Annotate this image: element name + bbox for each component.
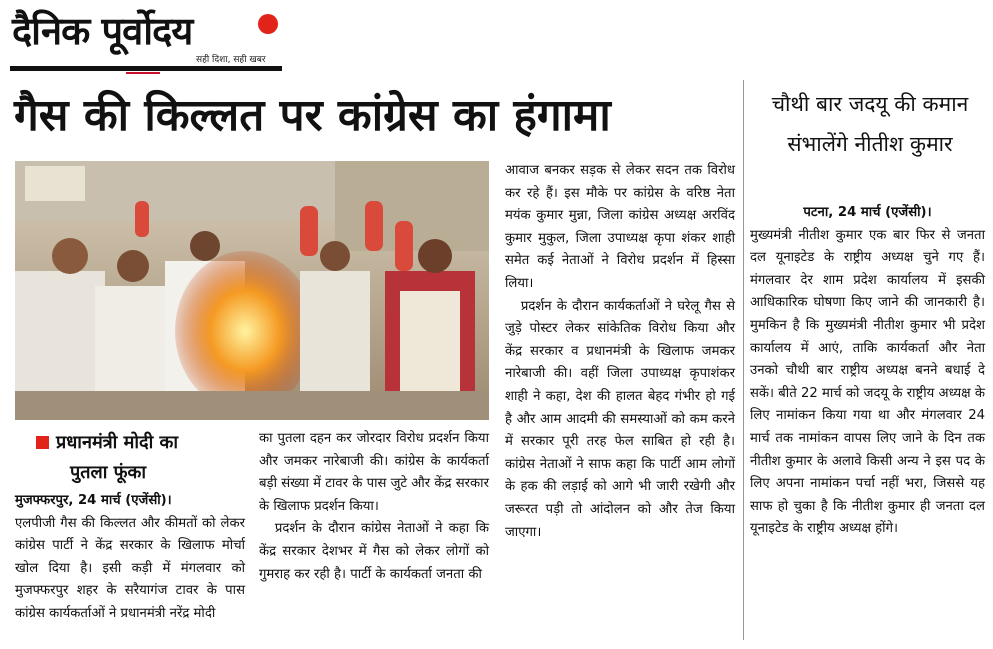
column-2 bbox=[259, 428, 489, 586]
column-3 bbox=[505, 160, 735, 544]
column-4 bbox=[750, 202, 985, 541]
sub-story-col2-para2: प्रदर्शन के दौरान कांग्रेस नेताओं ने कहा कि केंद्र सरकार देशभर में गैस को लेकर लोगों को गुमराह कर रही है। पार्टी के कार्यकर्ता जनता की bbox=[259, 521, 489, 582]
main-story-col3-para1: आवाज बनकर सड़क से लेकर सदन तक विरोध कर रहे हैं। इस मौके पर कांग्रेस के वरिष्ठ नेता मयंक कुमार मुन्ना, जिला कांग्रेस अध्यक्ष अरविंद कुमार मुकुल, जिला उपाध्यक्ष कृपा शंकर शाही समेत कई नेताओं ने विरोध प्रदर्शन में हिस्सा लिया। bbox=[505, 163, 735, 291]
side-story-body: मुख्यमंत्री नीतीश कुमार एक बार फिर से जनता दल यूनाइटेड के राष्ट्रीय अध्यक्ष चुने गए हैं। मंगलवार देर शाम प्रदेश कार्यालय में इसकी आधिकारिक घोषणा किए जाने की जानकारी है। मुमकिन है कि मुख्यमंत्री नीतीश कुमार भी प्रदेश कार्यालय में आएं, ताकि कार्यकर्ता और नेता उनको चौथी बार राष्ट्रीय अध्यक्ष बनने बधाई दे सकें। बीते 22 मार्च को जदयू के राष्ट्रीय अध्यक्ष के लिए नामांकन किया गया था और मंगलवार 24 मार्च तक नामांकन वापस लिए जाने के दिन तक नीतीश कुमार के अलावे किसी अन्य ने इस पद के लिए अपना नामांकन पर्चा नहीं भरा, जिससे यह साफ हो चुका है कि नीतीश कुमार ही जनता दल यूनाइटेड के राष्ट्रीय अध्यक्ष होंगे। bbox=[750, 227, 985, 537]
masthead-logo-dot bbox=[258, 14, 278, 34]
side-story-dateline: पटना, 24 मार्च (एजेंसी)। bbox=[803, 205, 932, 220]
news-photo bbox=[15, 161, 489, 420]
sub-story-headline-line1 bbox=[56, 428, 262, 458]
masthead-title: दैनिक पूर्वोदय bbox=[12, 9, 193, 53]
protest-photo-illustration bbox=[15, 161, 489, 420]
main-headline: गैस की किल्लत पर कांग्रेस का हंगामा bbox=[14, 90, 611, 141]
sub-story-headline-text1: प्रधानमंत्री मोदी का bbox=[56, 432, 178, 453]
column-1 bbox=[15, 490, 245, 626]
column-divider bbox=[743, 80, 744, 640]
masthead-accent-rule bbox=[126, 72, 160, 74]
sub-story-headline-line2: पुतला फूंका bbox=[70, 462, 146, 483]
sub-story-col1-body: एलपीजी गैस की किल्लत और कीमतों को लेकर कांग्रेस पार्टी ने केंद्र सरकार के खिलाफ मोर्चा खोल दिया है। इसी कड़ी में मंगलवार को मुजफ्फरपुर शहर के सरैयागंज टावर के पास कांग्रेस कार्यकर्ताओं ने प्रधानमंत्री नरेंद्र मोदी bbox=[15, 515, 245, 621]
masthead-tagline: सही दिशा, सही खबर bbox=[196, 55, 266, 65]
sub-story-col2-para1: का पुतला दहन कर जोरदार विरोध प्रदर्शन किया और जमकर नारेबाजी की। कांग्रेस के कार्यकर्ता बड़ी संख्या में टावर के पास जुटे और केंद्र सरकार के खिलाफ प्रदर्शन किया। bbox=[259, 431, 489, 514]
main-story-col3-para2: प्रदर्शन के दौरान कार्यकर्ताओं ने घरेलू गैस से जुड़े पोस्टर लेकर सांकेतिक विरोध किया और केंद्र सरकार व प्रधानमंत्री के खिलाफ जमकर नारेबाजी की। वहीं जिला उपाध्यक्ष कृपाशंकर शाही ने कहा, देश की हालत बेहद गंभीर हो गई है और आम आदमी की समस्याओं को कम करने में सरकार पूरी तरह फेल साबित हो रही है। कांग्रेस नेताओं ने साफ कहा कि पार्टी आम लोगों के हक की लड़ाई को आगे भी जारी रखेगी और जरूरत पड़ी तो आंदोलन को और तेज किया जाएगा। bbox=[505, 298, 735, 540]
side-story-headline: चौथी बार जदयू की कमान संभालेंगे नीतीश कुमार bbox=[771, 92, 969, 156]
masthead-rule bbox=[10, 66, 282, 71]
bullet-square-icon bbox=[36, 436, 49, 449]
sub-story-dateline: मुजफ्फरपुर, 24 मार्च (एजेंसी)। bbox=[15, 493, 172, 508]
